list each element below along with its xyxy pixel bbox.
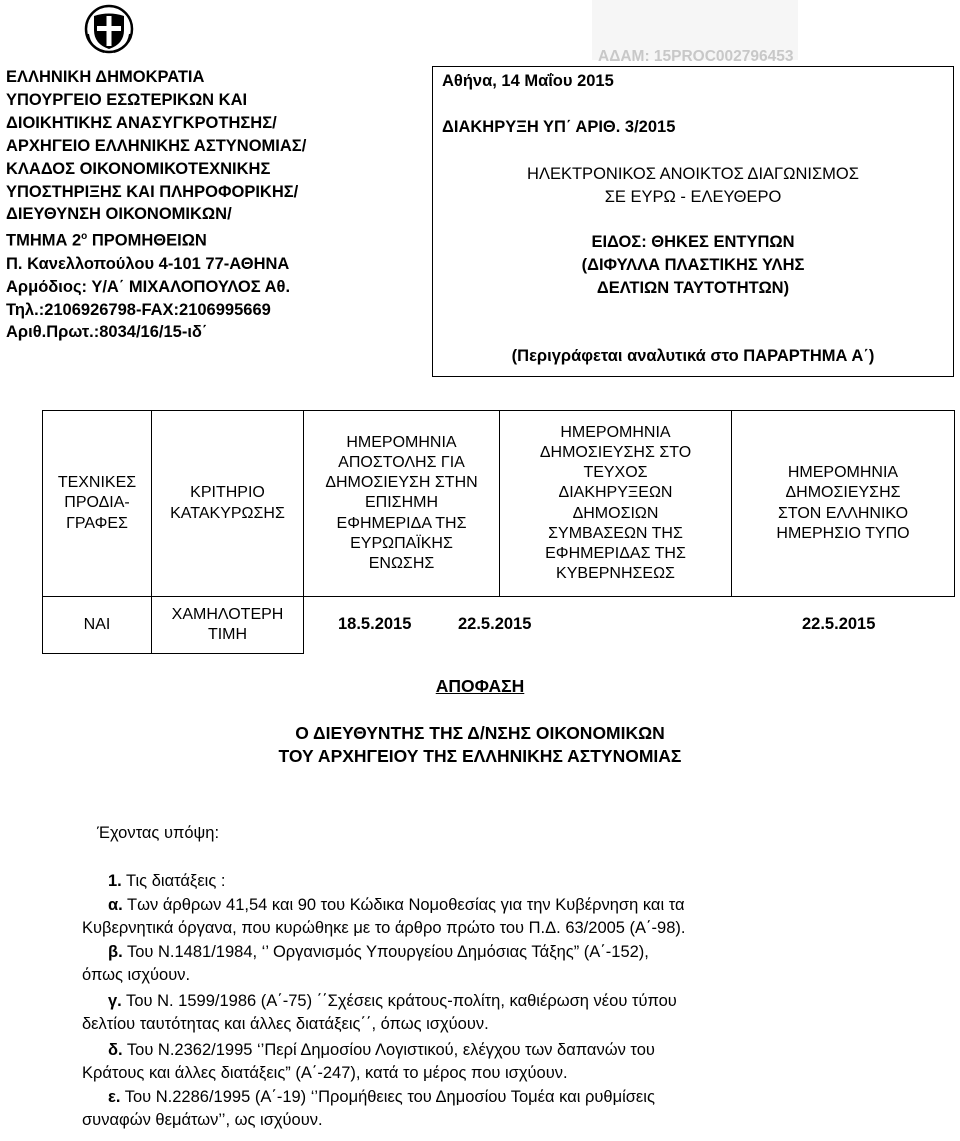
header-eu-journal-date: ΗΜΕΡΟΜΗΝΙΑ ΑΠΟΣΤΟΛΗΣ ΓΙΑ ΔΗΜΟΣΙΕΥΣΗ ΣΤΗΝ ΕΠΙΣΗΜΗ ΕΦΗΜΕΡΙΔΑ ΤΗΣ ΕΥΡΩΠΑΪΚΗΣ ΕΝΩΣΗΣ: [304, 411, 500, 597]
greek-coat-of-arms-icon: [84, 4, 134, 54]
decision-subtitle: Ο ΔΙΕΥΘΥΝΤΗΣ ΤΗΣ Δ/ΝΣΗΣ ΟΙΚΟΝΟΜΙΚΩΝ ΤΟΥ ΑΡΧΗΓΕΙΟΥ ΤΗΣ ΕΛΛΗΝΙΚΗΣ ΑΣΤΥΝΟΜΙΑΣ: [278, 723, 682, 766]
list-item: α. Των άρθρων 41,54 και 90 του Κώδικα Νομοθεσίας για την Κυβέρνηση και τα Κυβερνητικά όργανα, που κυρώθηκε με το άρθρο πρώτο του Π.Δ. 63/2005 (Α΄-98).: [82, 896, 686, 938]
sender-line: ΔΙΕΥΘΥΝΣΗ ΟΙΚΟΝΟΜΙΚΩΝ/: [6, 205, 232, 224]
decision-title: ΑΠΟΦΑΣΗ: [435, 676, 525, 696]
table-header-row: [43, 411, 955, 597]
list-item: δ. Του Ν.2362/1995 ‘’Περί Δημοσίου Λογιστικού, ελέγχου των δαπανών του Κράτους και άλλες διατάξεις” (Α΄-247), κατά το μέρος που ισχύουν.: [82, 1041, 655, 1083]
sender-line: ΥΠΟΣΤΗΡΙΞΗΣ ΚΑΙ ΠΛΗΡΟΦΟΡΙΚΗΣ/: [6, 182, 299, 201]
header-award-criterion: ΚΡΙΤΗΡΙΟ ΚΑΤΑΚΥΡΩΣΗΣ: [152, 411, 304, 597]
list-item: ε. Του Ν.2286/1995 (Α΄-19) ‘’Προμήθειες του Δημοσίου Τομέα και ρυθμίσεις συναφών θεμάτων’’, ως ισχύουν.: [82, 1088, 655, 1130]
empty-cell: [500, 597, 732, 654]
provisions-heading: 1. Τις διατάξεις :: [108, 872, 226, 890]
sender-section: ΤΜΗΜΑ $2^o$ ΠΡΟΜΗΘΕΙΩΝ: [6, 231, 207, 250]
sender-phone: Τηλ.:2106926798-FAX:2106995669: [6, 300, 271, 319]
sender-block: [6, 66, 416, 344]
list-item: γ. Του Ν. 1599/1986 (Α΄-75) ΄΄Σχέσεις κράτους-πολίτη, καθιέρωση νέου τύπου δελτίου ταυτότητας και άλλες διατάξεις΄΄, όπως ισχύουν.: [82, 992, 677, 1034]
item-line-1: ΕΙΔΟΣ: ΘΗΚΕΣ ΕΝΤΥΠΩΝ: [591, 233, 795, 251]
tender-line-1: ΗΛΕΚΤΡΟΝΙΚΟΣ ΑΝΟΙΚΤΟΣ ΔΙΑΓΩΝΙΣΜΟΣ: [527, 165, 859, 183]
sender-contact: Αρμόδιος: Υ/Α΄ ΜΙΧΑΛΟΠΟΥΛΟΣ Αθ.: [6, 277, 291, 296]
specs-value: ΝΑΙ: [43, 597, 152, 654]
date-greek-press: 22.5.2015: [802, 615, 876, 633]
tender-line-2: ΣΕ ΕΥΡΩ - ΕΛΕΥΘΕΡΟ: [604, 188, 782, 206]
annex-note: (Περιγράφεται αναλυτικά στο ΠΑΡΑΡΤΗΜΑ Α΄): [511, 347, 875, 365]
sender-line: ΥΠΟΥΡΓΕΙΟ ΕΣΩΤΕΡΙΚΩΝ ΚΑΙ: [6, 90, 248, 109]
notice-date: Αθήνα, 14 Μαΐου 2015: [442, 72, 614, 90]
protocol-number: Αριθ.Πρωτ.:8034/16/15-ιδ΄: [6, 323, 208, 342]
notice-title: ΔΙΑΚΗΡΥΞΗ ΥΠ΄ ΑΡΙΘ. 3/2015: [442, 118, 676, 136]
sender-address: Π. Κανελλοπούλου 4-101 77-ΑΘΗΝΑ: [6, 254, 290, 273]
sender-line: ΕΛΛΗΝΙΚΗ ΔΗΜΟΚΡΑΤΙΑ: [6, 68, 205, 86]
sender-line: ΔΙΟΙΚΗΤΙΚΗΣ ΑΝΑΣΥΓΚΡΟΤΗΣΗΣ/: [6, 113, 277, 132]
header-gov-gazette-date: ΗΜΕΡΟΜΗΝΙΑ ΔΗΜΟΣΙΕΥΣΗΣ ΣΤΟ ΤΕΥΧΟΣ ΔΙΑΚΗΡΥΞΕΩΝ ΔΗΜΟΣΙΩΝ ΣΥΜΒΑΣΕΩΝ ΤΗΣ ΕΦΗΜΕΡΙΔΑΣ ΤΗΣ ΚΥΒΕΡΝΗΣΕΩΣ: [500, 411, 732, 597]
date-eu-journal: 18.5.2015: [338, 615, 412, 633]
header-technical-specs: ΤΕΧΝΙΚΕΣ ΠΡΟΔΙΑ- ΓΡΑΦΕΣ: [43, 411, 152, 597]
adam-number: ΑΔΑΜ: 15PROC002796453: [598, 48, 794, 65]
sender-line: ΚΛΑΔΟΣ ΟΙΚΟΝΟΜΙΚΟΤΕΧΝΙΚΗΣ: [6, 159, 271, 178]
item-line-3: ΔΕΛΤΙΩΝ ΤΑΥΤΟΤΗΤΩΝ): [596, 279, 790, 297]
criterion-value: ΧΑΜΗΛΟΤΕΡΗ ΤΙΜΗ: [152, 597, 304, 654]
notice-box: [432, 66, 954, 377]
considering-label: Έχοντας υπόψη:: [97, 824, 220, 842]
item-line-2: (ΔΙΦΥΛΛΑ ΠΛΑΣΤΙΚΗΣ ΥΛΗΣ: [581, 256, 805, 274]
date-gov-gazette: 22.5.2015: [458, 615, 532, 633]
list-item: β. Του Ν.1481/1984, ‘’ Οργανισμός Υπουργείου Δημόσιας Τάξης” (Α΄-152), όπως ισχύουν.: [82, 943, 649, 985]
sender-line: ΑΡΧΗΓΕΙΟ ΕΛΛΗΝΙΚΗΣ ΑΣΤΥΝΟΜΙΑΣ/: [6, 136, 307, 155]
header-greek-press-date: ΗΜΕΡΟΜΗΝΙΑ ΔΗΜΟΣΙΕΥΣΗΣ ΣΤΟΝ ΕΛΛΗΝΙΚΟ ΗΜΕΡΗΣΙΟ ΤΥΠΟ: [732, 411, 955, 597]
